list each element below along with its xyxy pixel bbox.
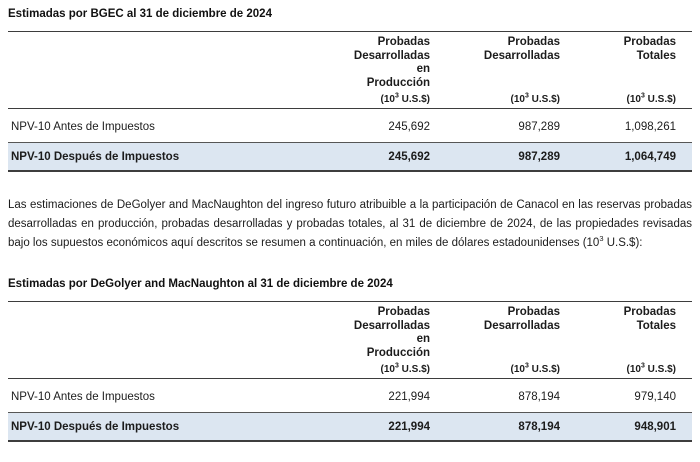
cell-value: 1,064,749 [570,143,692,172]
table-row-despues-impuestos-highlighted [8,143,692,172]
row-label: NPV-10 Después de Impuestos [8,143,330,172]
cell-value: 979,140 [634,391,676,403]
empty-header-cell [8,32,330,109]
units-label: ($10^3$ U.S.$) [626,92,676,105]
section-title-degolyer-macnaughton: Estimadas por DeGolyer and MacNaughton al 31 de diciembre de 2024 [8,278,393,290]
units-label: ($10^3$ U.S.$) [380,362,430,375]
cell-value: 245,692 [330,143,440,172]
cell-value: 1,098,261 [624,121,676,133]
column-header-probadas-desarrolladas-en-produccion: Probadas Desarrolladas en Producción ($10^3$ U.S.$) [330,302,440,379]
cell-value: 987,289 [440,143,570,172]
table-row-despues-impuestos-highlighted [8,413,692,442]
superscript-3: 3 [599,234,604,244]
bgec-header-row [8,32,692,109]
row-label: NPV-10 Antes de Impuestos [11,391,155,403]
column-header-probadas-desarrolladas: Probadas Desarrolladas ($10^3$ U.S.$) [440,302,570,379]
cell-value: 987,289 [518,121,560,133]
table-row-antes-impuestos [8,109,692,143]
units-label: ($10^3$ U.S.$) [510,362,560,375]
bgec-npv-table [8,31,692,172]
cell-value: 948,901 [570,413,692,442]
cell-value: 221,994 [330,413,440,442]
row-label: NPV-10 Antes de Impuestos [11,121,155,133]
units-label: ($10^3$ U.S.$) [510,92,560,105]
units-label: ($10^3$ U.S.$) [380,92,430,105]
dgm-header-row [8,302,692,379]
column-header-probadas-totales: Probadas Totales ($10^3$ U.S.$) [570,32,692,109]
section-title-bgec: Estimadas por BGEC al 31 de diciembre de 2024 [8,8,272,20]
body-paragraph: Las estimaciones de DeGolyer and MacNaughton del ingreso futuro atribuible a la participación de Canacol en las reservas probadas desarrolladas en producción, probadas desarrolladas y probadas totales, al 31 de diciembre de 2024, de las propiedades revisadas bajo los supuestos económicos aquí descritos se resumen a continuación, en miles de dólares estadounidenses ($10^3$ U.S.$): [8,199,692,249]
cell-value: 878,194 [440,413,570,442]
column-header-probadas-desarrolladas: Probadas Desarrolladas ($10^3$ U.S.$) [440,32,570,109]
row-label: NPV-10 Después de Impuestos [8,413,330,442]
table-row-antes-impuestos [8,379,692,413]
column-header-probadas-totales: Probadas Totales ($10^3$ U.S.$) [570,302,692,379]
cell-value: 245,692 [388,121,430,133]
cell-value: 878,194 [518,391,560,403]
column-header-probadas-desarrolladas-en-produccion: Probadas Desarrolladas en Producción ($10^3$ U.S.$) [330,32,440,109]
section-bgec [8,7,692,172]
empty-header-cell [8,302,330,379]
units-label: ($10^3$ U.S.$) [626,362,676,375]
cell-value: 221,994 [388,391,430,403]
dgm-npv-table [8,301,692,442]
section-degolyer-macnaughton [8,277,692,442]
